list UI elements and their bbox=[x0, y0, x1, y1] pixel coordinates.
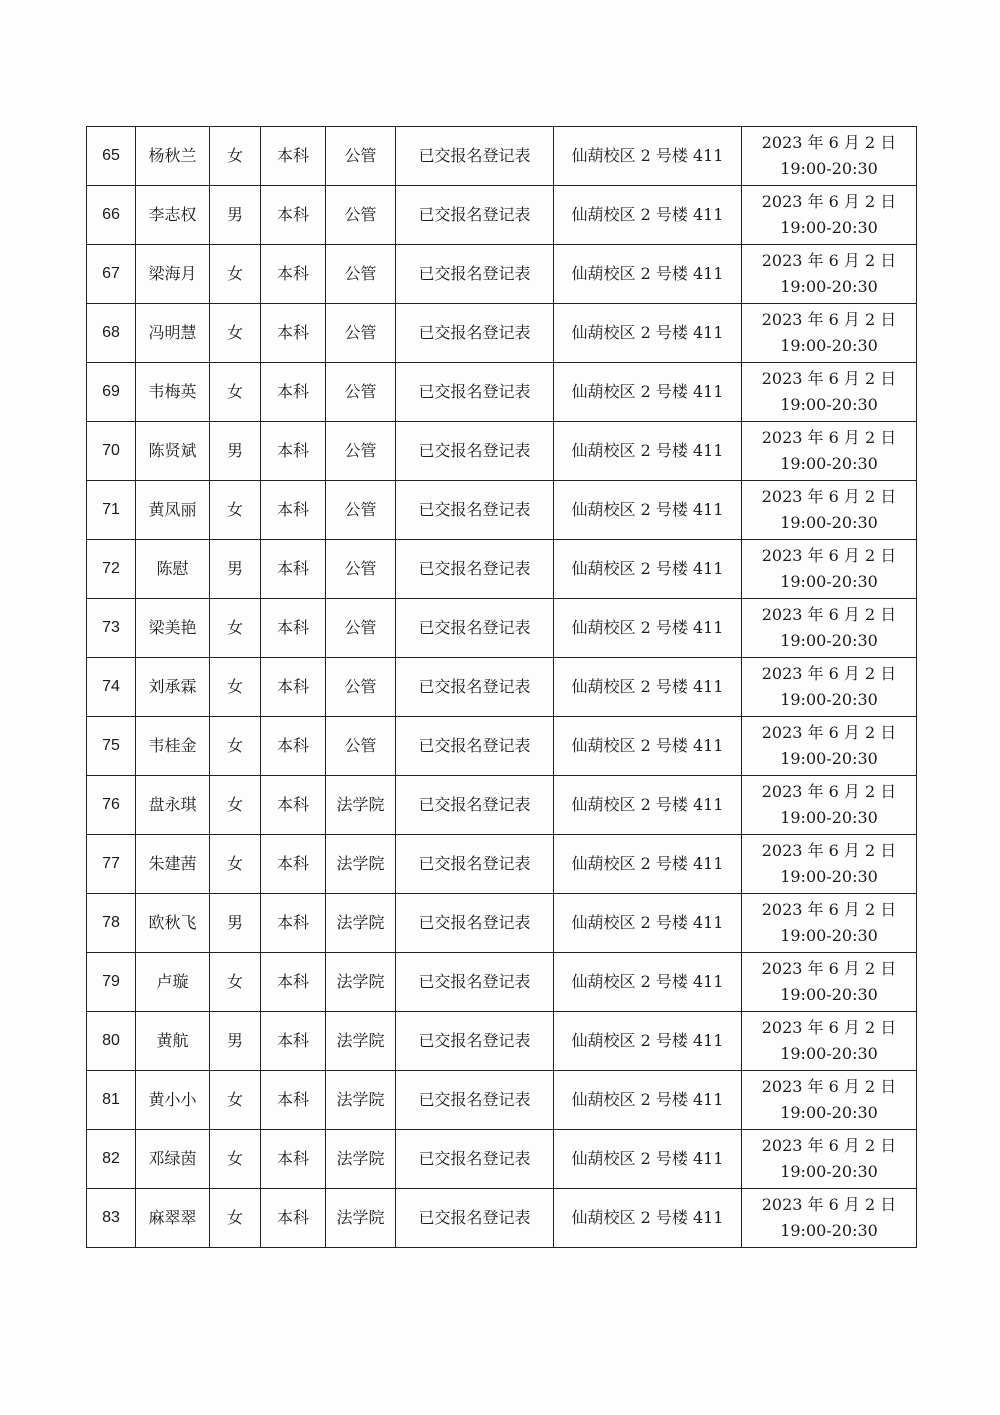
table-row bbox=[87, 1130, 917, 1189]
session-datetime bbox=[742, 776, 917, 835]
education-level: 本科 bbox=[261, 304, 326, 363]
education-level: 本科 bbox=[261, 481, 326, 540]
venue-location: 仙葫校区 2 号楼 411 bbox=[554, 1071, 742, 1130]
session-datetime bbox=[742, 1189, 917, 1248]
session-date: 2023 年 6 月 2 日 bbox=[761, 428, 897, 448]
session-date: 2023 年 6 月 2 日 bbox=[761, 1077, 897, 1097]
session-datetime bbox=[742, 186, 917, 245]
row-number: 75 bbox=[87, 717, 136, 776]
table-row bbox=[87, 422, 917, 481]
session-time: 19:00-20:30 bbox=[780, 808, 878, 827]
session-date: 2023 年 6 月 2 日 bbox=[761, 723, 897, 743]
student-name: 邓绿茵 bbox=[136, 1130, 210, 1189]
session-datetime bbox=[742, 658, 917, 717]
session-date: 2023 年 6 月 2 日 bbox=[761, 546, 897, 566]
registration-status: 已交报名登记表 bbox=[396, 1071, 554, 1130]
session-date: 2023 年 6 月 2 日 bbox=[761, 959, 897, 979]
education-level: 本科 bbox=[261, 245, 326, 304]
student-name: 欧秋飞 bbox=[136, 894, 210, 953]
student-gender: 女 bbox=[210, 1130, 261, 1189]
table-row bbox=[87, 1189, 917, 1248]
venue-location: 仙葫校区 2 号楼 411 bbox=[554, 894, 742, 953]
session-time: 19:00-20:30 bbox=[780, 218, 878, 237]
session-datetime bbox=[742, 481, 917, 540]
venue-location: 仙葫校区 2 号楼 411 bbox=[554, 1012, 742, 1071]
session-datetime bbox=[742, 835, 917, 894]
session-time: 19:00-20:30 bbox=[780, 513, 878, 532]
session-date: 2023 年 6 月 2 日 bbox=[761, 192, 897, 212]
college-name: 法学院 bbox=[326, 776, 396, 835]
education-level: 本科 bbox=[261, 1130, 326, 1189]
session-date: 2023 年 6 月 2 日 bbox=[761, 841, 897, 861]
session-date: 2023 年 6 月 2 日 bbox=[761, 487, 897, 507]
table-row bbox=[87, 658, 917, 717]
venue-location: 仙葫校区 2 号楼 411 bbox=[554, 717, 742, 776]
row-number: 74 bbox=[87, 658, 136, 717]
session-time: 19:00-20:30 bbox=[780, 749, 878, 768]
education-level: 本科 bbox=[261, 599, 326, 658]
venue-location: 仙葫校区 2 号楼 411 bbox=[554, 186, 742, 245]
session-datetime bbox=[742, 1071, 917, 1130]
session-datetime bbox=[742, 599, 917, 658]
student-name: 梁海月 bbox=[136, 245, 210, 304]
student-gender: 女 bbox=[210, 658, 261, 717]
row-number: 66 bbox=[87, 186, 136, 245]
row-number: 81 bbox=[87, 1071, 136, 1130]
session-time: 19:00-20:30 bbox=[780, 926, 878, 945]
session-date: 2023 年 6 月 2 日 bbox=[761, 1136, 897, 1156]
table-row bbox=[87, 835, 917, 894]
session-date: 2023 年 6 月 2 日 bbox=[761, 1195, 897, 1215]
session-date: 2023 年 6 月 2 日 bbox=[761, 664, 897, 684]
row-number: 71 bbox=[87, 481, 136, 540]
venue-location: 仙葫校区 2 号楼 411 bbox=[554, 422, 742, 481]
session-datetime bbox=[742, 304, 917, 363]
registration-status: 已交报名登记表 bbox=[396, 481, 554, 540]
student-gender: 女 bbox=[210, 481, 261, 540]
table-row bbox=[87, 245, 917, 304]
education-level: 本科 bbox=[261, 1189, 326, 1248]
registration-status: 已交报名登记表 bbox=[396, 953, 554, 1012]
row-number: 65 bbox=[87, 127, 136, 186]
row-number: 76 bbox=[87, 776, 136, 835]
venue-location: 仙葫校区 2 号楼 411 bbox=[554, 1130, 742, 1189]
education-level: 本科 bbox=[261, 835, 326, 894]
education-level: 本科 bbox=[261, 186, 326, 245]
table-row bbox=[87, 953, 917, 1012]
registration-status: 已交报名登记表 bbox=[396, 127, 554, 186]
student-name: 韦桂金 bbox=[136, 717, 210, 776]
row-number: 83 bbox=[87, 1189, 136, 1248]
session-time: 19:00-20:30 bbox=[780, 690, 878, 709]
row-number: 82 bbox=[87, 1130, 136, 1189]
session-date: 2023 年 6 月 2 日 bbox=[761, 900, 897, 920]
row-number: 69 bbox=[87, 363, 136, 422]
student-name: 陈慰 bbox=[136, 540, 210, 599]
registration-status: 已交报名登记表 bbox=[396, 1189, 554, 1248]
student-name: 卢璇 bbox=[136, 953, 210, 1012]
registration-status: 已交报名登记表 bbox=[396, 363, 554, 422]
college-name: 公管 bbox=[326, 717, 396, 776]
college-name: 法学院 bbox=[326, 953, 396, 1012]
table-row bbox=[87, 776, 917, 835]
session-time: 19:00-20:30 bbox=[780, 1221, 878, 1240]
student-gender: 男 bbox=[210, 422, 261, 481]
education-level: 本科 bbox=[261, 717, 326, 776]
table-row bbox=[87, 894, 917, 953]
session-time: 19:00-20:30 bbox=[780, 1044, 878, 1063]
education-level: 本科 bbox=[261, 1012, 326, 1071]
college-name: 公管 bbox=[326, 363, 396, 422]
student-name: 韦梅英 bbox=[136, 363, 210, 422]
registration-status: 已交报名登记表 bbox=[396, 717, 554, 776]
table-row bbox=[87, 1012, 917, 1071]
registration-status: 已交报名登记表 bbox=[396, 776, 554, 835]
college-name: 公管 bbox=[326, 127, 396, 186]
registration-status: 已交报名登记表 bbox=[396, 835, 554, 894]
college-name: 公管 bbox=[326, 658, 396, 717]
college-name: 公管 bbox=[326, 481, 396, 540]
education-level: 本科 bbox=[261, 776, 326, 835]
session-date: 2023 年 6 月 2 日 bbox=[761, 251, 897, 271]
table-row bbox=[87, 481, 917, 540]
session-datetime bbox=[742, 1012, 917, 1071]
session-datetime bbox=[742, 245, 917, 304]
student-gender: 男 bbox=[210, 894, 261, 953]
registration-status: 已交报名登记表 bbox=[396, 599, 554, 658]
student-gender: 女 bbox=[210, 776, 261, 835]
education-level: 本科 bbox=[261, 658, 326, 717]
student-gender: 女 bbox=[210, 1189, 261, 1248]
session-time: 19:00-20:30 bbox=[780, 1162, 878, 1181]
table-row bbox=[87, 540, 917, 599]
college-name: 公管 bbox=[326, 245, 396, 304]
college-name: 法学院 bbox=[326, 835, 396, 894]
row-number: 73 bbox=[87, 599, 136, 658]
table-row bbox=[87, 1071, 917, 1130]
student-name: 杨秋兰 bbox=[136, 127, 210, 186]
session-time: 19:00-20:30 bbox=[780, 1103, 878, 1122]
education-level: 本科 bbox=[261, 363, 326, 422]
student-name: 朱建茜 bbox=[136, 835, 210, 894]
session-date: 2023 年 6 月 2 日 bbox=[761, 605, 897, 625]
row-number: 72 bbox=[87, 540, 136, 599]
table-row bbox=[87, 186, 917, 245]
student-gender: 女 bbox=[210, 1071, 261, 1130]
student-gender: 男 bbox=[210, 1012, 261, 1071]
college-name: 法学院 bbox=[326, 1012, 396, 1071]
roster-table bbox=[86, 126, 917, 1248]
registration-status: 已交报名登记表 bbox=[396, 1130, 554, 1189]
roster-body bbox=[87, 127, 917, 1248]
college-name: 公管 bbox=[326, 540, 396, 599]
registration-status: 已交报名登记表 bbox=[396, 422, 554, 481]
session-time: 19:00-20:30 bbox=[780, 985, 878, 1004]
student-gender: 女 bbox=[210, 304, 261, 363]
registration-status: 已交报名登记表 bbox=[396, 245, 554, 304]
session-datetime bbox=[742, 540, 917, 599]
row-number: 78 bbox=[87, 894, 136, 953]
venue-location: 仙葫校区 2 号楼 411 bbox=[554, 304, 742, 363]
college-name: 法学院 bbox=[326, 894, 396, 953]
college-name: 公管 bbox=[326, 422, 396, 481]
venue-location: 仙葫校区 2 号楼 411 bbox=[554, 363, 742, 422]
registration-status: 已交报名登记表 bbox=[396, 658, 554, 717]
session-date: 2023 年 6 月 2 日 bbox=[761, 369, 897, 389]
row-number: 67 bbox=[87, 245, 136, 304]
session-datetime bbox=[742, 717, 917, 776]
college-name: 公管 bbox=[326, 186, 396, 245]
college-name: 法学院 bbox=[326, 1071, 396, 1130]
education-level: 本科 bbox=[261, 894, 326, 953]
venue-location: 仙葫校区 2 号楼 411 bbox=[554, 1189, 742, 1248]
session-datetime bbox=[742, 894, 917, 953]
registration-status: 已交报名登记表 bbox=[396, 1012, 554, 1071]
row-number: 68 bbox=[87, 304, 136, 363]
student-name: 梁美艳 bbox=[136, 599, 210, 658]
student-gender: 男 bbox=[210, 540, 261, 599]
student-gender: 女 bbox=[210, 245, 261, 304]
session-date: 2023 年 6 月 2 日 bbox=[761, 310, 897, 330]
row-number: 77 bbox=[87, 835, 136, 894]
college-name: 法学院 bbox=[326, 1130, 396, 1189]
venue-location: 仙葫校区 2 号楼 411 bbox=[554, 245, 742, 304]
student-name: 刘承霖 bbox=[136, 658, 210, 717]
venue-location: 仙葫校区 2 号楼 411 bbox=[554, 835, 742, 894]
registration-status: 已交报名登记表 bbox=[396, 304, 554, 363]
session-time: 19:00-20:30 bbox=[780, 454, 878, 473]
session-date: 2023 年 6 月 2 日 bbox=[761, 133, 897, 153]
session-datetime bbox=[742, 1130, 917, 1189]
student-gender: 女 bbox=[210, 127, 261, 186]
student-gender: 女 bbox=[210, 717, 261, 776]
student-gender: 女 bbox=[210, 953, 261, 1012]
table-row bbox=[87, 304, 917, 363]
venue-location: 仙葫校区 2 号楼 411 bbox=[554, 776, 742, 835]
education-level: 本科 bbox=[261, 127, 326, 186]
session-datetime bbox=[742, 422, 917, 481]
venue-location: 仙葫校区 2 号楼 411 bbox=[554, 953, 742, 1012]
session-time: 19:00-20:30 bbox=[780, 631, 878, 650]
row-number: 79 bbox=[87, 953, 136, 1012]
session-time: 19:00-20:30 bbox=[780, 159, 878, 178]
education-level: 本科 bbox=[261, 953, 326, 1012]
session-time: 19:00-20:30 bbox=[780, 395, 878, 414]
student-name: 李志权 bbox=[136, 186, 210, 245]
student-gender: 女 bbox=[210, 363, 261, 422]
session-datetime bbox=[742, 953, 917, 1012]
table-row bbox=[87, 363, 917, 422]
student-name: 盘永琪 bbox=[136, 776, 210, 835]
session-time: 19:00-20:30 bbox=[780, 572, 878, 591]
venue-location: 仙葫校区 2 号楼 411 bbox=[554, 127, 742, 186]
college-name: 法学院 bbox=[326, 1189, 396, 1248]
session-time: 19:00-20:30 bbox=[780, 277, 878, 296]
student-gender: 女 bbox=[210, 599, 261, 658]
venue-location: 仙葫校区 2 号楼 411 bbox=[554, 599, 742, 658]
venue-location: 仙葫校区 2 号楼 411 bbox=[554, 481, 742, 540]
session-datetime bbox=[742, 363, 917, 422]
student-name: 陈贤斌 bbox=[136, 422, 210, 481]
session-time: 19:00-20:30 bbox=[780, 336, 878, 355]
education-level: 本科 bbox=[261, 1071, 326, 1130]
student-gender: 女 bbox=[210, 835, 261, 894]
table-row bbox=[87, 599, 917, 658]
student-name: 黄小小 bbox=[136, 1071, 210, 1130]
venue-location: 仙葫校区 2 号楼 411 bbox=[554, 658, 742, 717]
session-date: 2023 年 6 月 2 日 bbox=[761, 1018, 897, 1038]
table-row bbox=[87, 127, 917, 186]
session-datetime bbox=[742, 127, 917, 186]
education-level: 本科 bbox=[261, 540, 326, 599]
session-date: 2023 年 6 月 2 日 bbox=[761, 782, 897, 802]
student-name: 冯明慧 bbox=[136, 304, 210, 363]
registration-status: 已交报名登记表 bbox=[396, 186, 554, 245]
registration-status: 已交报名登记表 bbox=[396, 540, 554, 599]
row-number: 70 bbox=[87, 422, 136, 481]
session-time: 19:00-20:30 bbox=[780, 867, 878, 886]
college-name: 公管 bbox=[326, 304, 396, 363]
registration-status: 已交报名登记表 bbox=[396, 894, 554, 953]
row-number: 80 bbox=[87, 1012, 136, 1071]
student-gender: 男 bbox=[210, 186, 261, 245]
student-name: 麻翠翠 bbox=[136, 1189, 210, 1248]
student-name: 黄航 bbox=[136, 1012, 210, 1071]
college-name: 公管 bbox=[326, 599, 396, 658]
venue-location: 仙葫校区 2 号楼 411 bbox=[554, 540, 742, 599]
table-row bbox=[87, 717, 917, 776]
student-name: 黄凤丽 bbox=[136, 481, 210, 540]
education-level: 本科 bbox=[261, 422, 326, 481]
